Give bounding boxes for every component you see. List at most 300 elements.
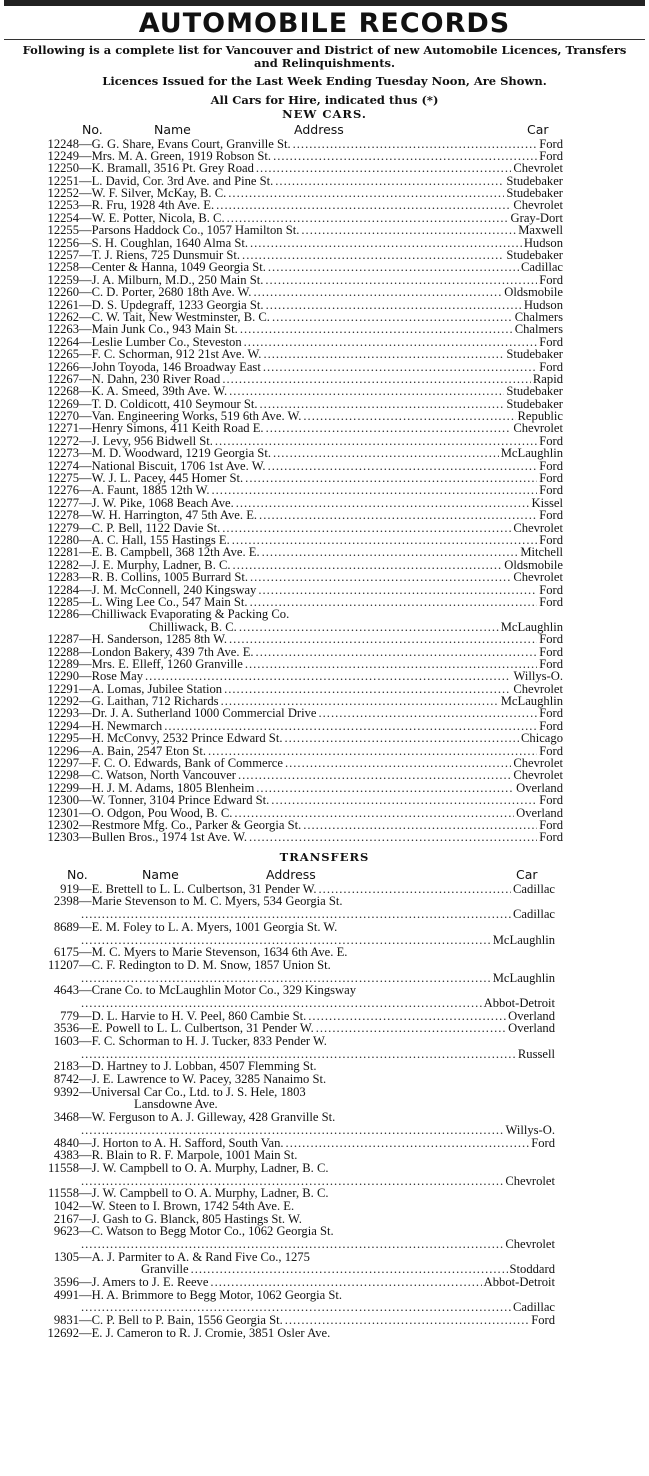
dash-separator: — [79,248,92,263]
dash-separator: — [79,681,92,696]
licence-number: 3596 [53,1275,79,1290]
licence-number: 4840 [53,1135,79,1150]
dash-separator: — [79,743,92,758]
leader-dots [233,559,503,571]
list-item [4,633,645,645]
licence-number: 9623 [53,1224,79,1239]
licence-number: 12302 [47,817,79,832]
licence-number: 12279 [47,520,79,535]
dash-separator: — [79,173,92,188]
car-make: Russell [517,1046,555,1061]
dash-separator: — [79,1325,92,1340]
dash-separator: — [79,210,92,225]
car-make: Studebaker [506,347,563,362]
entry-text: L. David, Cor. 3rd Ave. and Pine St. [91,173,274,188]
dash-separator: — [79,945,92,960]
car-make: Abbot-Detroit [483,1275,555,1290]
dash-separator: — [79,446,92,461]
leader-dots [271,794,537,806]
list-item [4,1035,645,1048]
licence-number: 12287 [47,632,79,647]
list-item [4,608,645,620]
entry-text: A. C. Hall, 155 Hastings E. [91,533,230,547]
entry-text: Mrs. E. Elleff, 1260 Granville [91,656,243,671]
dash-separator: — [79,1313,92,1328]
car-make: Overland [508,1021,555,1036]
leader-dots [268,261,519,273]
licence-number: 12259 [47,272,79,287]
car-make: Willys-O. [513,669,563,684]
dash-separator: — [79,334,92,349]
car-make: Ford [539,533,563,547]
leader-dots [262,546,519,558]
dash-separator: — [79,894,92,909]
entry-text: H. J. M. Adams, 1805 Blenheim [91,780,255,795]
dash-separator: — [79,223,92,238]
car-make: Ford [539,743,563,758]
entry-text: W. E. Potter, Nicola, B. C. [91,210,225,225]
licence-number: 12289 [47,656,79,671]
car-make: Studebaker [506,186,563,201]
entry-text: E. Powell to L. L. Culbertson, 31 Pender W. [91,1021,314,1036]
entry-text: R. Fru, 1928 4th Ave. E. [91,198,215,213]
car-make: Ford [539,656,563,671]
leader-dots [81,1238,503,1251]
car-make: McLaughlin [500,446,563,461]
transfers-list [4,883,645,1340]
entry-text: J. E. Murphy, Ladner, B. C. [91,557,231,572]
entry-text: Chilliwack, B. C. [149,619,237,634]
dash-separator: — [79,471,92,486]
dash-separator: — [79,1059,92,1074]
licence-number: 12260 [47,285,79,300]
car-make: Oldsmobile [504,557,563,572]
licence-number: 1305 [53,1249,79,1264]
licence-number: 12261 [47,297,79,312]
car-make: Overland [508,1008,555,1023]
dash-separator: — [79,957,92,972]
spacer [4,908,79,921]
car-line [4,972,645,985]
col-name: Name [154,121,191,137]
dash-separator: — [79,1034,92,1049]
licence-number: 12257 [47,248,79,263]
car-make: Ford [539,793,563,808]
entry-text: J. W. Pike, 1068 Beach Ave. [91,495,234,510]
dash-separator: — [79,1160,92,1175]
dash-separator: — [79,694,92,709]
spacer [4,997,79,1010]
licence-number: 12254 [47,210,79,225]
entry-text: J. Amers to J. E. Reeve [91,1275,209,1290]
licence-number: 12293 [47,706,79,721]
car-make: Ford [539,483,563,498]
entry-text: H. Sanderson, 1285 8th W. [91,632,227,647]
dash-separator: — [79,148,92,163]
list-item [4,1327,645,1340]
leader-dots [303,410,515,422]
dash-separator: — [79,458,92,473]
car-make: Chevrolet [513,161,563,176]
list-item [4,286,645,298]
list-item [4,959,645,972]
entry-text: Leslie Lumber Co., Steveston [91,334,242,349]
car-make: Rapid [532,371,563,386]
dash-separator: — [79,756,92,771]
licence-number: 11207 [47,957,79,972]
licence-number: 12262 [47,309,79,324]
licence-number: 12285 [47,594,79,609]
dash-separator: — [79,582,92,597]
car-make: Cadillac [513,881,555,896]
dash-separator: — [79,881,92,896]
entry-text: Mrs. M. A. Green, 1919 Robson St. [91,148,272,163]
car-make: McLaughlin [500,694,563,709]
entry-text: J. Gash to G. Blanck, 805 Hastings St. W. [91,1211,302,1226]
entry-text: John Toyoda, 146 Broadway East [91,359,261,374]
car-line [4,1238,645,1251]
leader-dots [316,1022,506,1035]
col-no: No. [82,121,103,137]
licence-number: 12263 [47,322,79,337]
leader-dots [164,720,537,732]
licence-number: 12274 [47,458,79,473]
dash-separator: — [79,805,92,820]
car-make: Hudson [523,235,563,250]
licence-number: 6175 [53,945,79,960]
dash-separator: — [79,198,92,213]
entry-text: J. E. Lawrence to W. Pacey, 3285 Nanaimo St. [91,1072,327,1087]
car-make: Chevrolet [513,198,563,213]
licence-number: 12251 [47,173,79,188]
entry-text: G. G. Share, Evans Court, Granville St. [91,136,291,151]
licence-number: 12258 [47,260,79,275]
dash-separator: — [79,1198,92,1213]
car-make: Chalmers [514,309,563,324]
licence-number: 4383 [53,1148,79,1163]
car-make: Ford [539,817,563,832]
licence-number: 11558 [47,1160,79,1175]
entry-text: R. Blain to R. F. Marpole, 1001 Main St. [91,1148,298,1163]
entry-text: D. L. Harvie to H. V. Peel, 860 Cambie St. [91,1008,307,1023]
dash-separator: — [79,570,92,585]
entry-text: L. Wing Lee Co., 547 Main St. [91,594,248,609]
list-item [4,224,645,236]
car-make: Overland [516,780,563,795]
top-rule [4,0,645,6]
entry-text: K. Bramall, 3516 Pt. Grey Road [91,161,254,176]
leader-dots [285,1314,529,1327]
dash-separator: — [79,409,92,424]
car-make: Gray-Dort [510,210,563,225]
licence-number: 12278 [47,508,79,523]
leader-dots [227,212,509,224]
leader-dots [263,348,504,360]
entry-text: Center & Hanna, 1049 Georgia St. [91,260,266,275]
licence-number: 12692 [47,1325,79,1340]
leader-dots [256,782,514,794]
licence-number: 12268 [47,384,79,399]
car-make: Studebaker [506,248,563,263]
entry-text: J. Horton to A. H. Safford, South Van. [91,1135,284,1150]
list-item [4,323,645,335]
leader-dots [216,199,511,211]
car-make: Overland [516,805,563,820]
licence-number: 4643 [53,983,79,998]
entry-text: Dr. J. A. Sutherland 1000 Commercial Drive [91,706,317,721]
car-make: Chevrolet [513,768,563,783]
leader-dots [232,534,537,546]
dash-separator: — [79,607,92,622]
entry-text: T. D. Coldicott, 410 Seymour St. [91,396,258,411]
licence-number: 12283 [47,570,79,585]
licence-number: 12295 [47,731,79,746]
transfers-title: TRANSFERS [279,849,370,864]
dash-separator: — [79,359,92,374]
entry-text: C. P. Bell, 1122 Davie St. [91,520,221,535]
licence-number: 1603 [53,1034,79,1049]
list-item [4,831,645,843]
dash-separator: — [79,421,92,436]
entry-text: J. W. Campbell to O. A. Murphy, Ladner, B. C. [91,1160,329,1175]
list-item [4,162,645,174]
car-make: Willys-O. [505,1122,555,1137]
leader-dots [319,707,538,719]
car-make: Mitchell [520,545,563,560]
entry-text: Henry Simons, 411 Keith Road E. [91,421,264,436]
entry-text: M. D. Woodward, 1219 Georgia St. [91,446,271,461]
car-make: Chicago [521,731,563,746]
leader-dots [81,934,491,947]
entry-text: H. Newmarch [91,718,163,733]
dash-separator: — [79,793,92,808]
car-make: Ford [531,1135,555,1150]
car-make: Kissel [531,495,563,510]
dash-separator: — [79,347,92,362]
list-item [4,1149,645,1162]
car-make: Ford [539,644,563,659]
licence-number: 11558 [47,1186,79,1201]
licence-number: 12272 [47,433,79,448]
leader-dots [242,249,504,261]
leader-dots [285,757,511,769]
dash-separator: — [79,495,92,510]
list-item [4,946,645,959]
dash-separator: — [79,260,92,275]
leader-dots [273,150,537,162]
car-make: Ford [539,582,563,597]
dash-separator: — [79,136,92,151]
leader-dots [268,460,538,472]
entry-text: E. M. Foley to L. A. Myers, 1001 Georgia St. W. [91,919,338,934]
licence-number: 3536 [53,1021,79,1036]
car-make: Ford [539,471,563,486]
licence-number: 12294 [47,718,79,733]
leader-dots [275,175,504,187]
list-item [4,1200,645,1213]
dash-separator: — [79,1084,92,1099]
spacer [4,1238,79,1251]
licence-number: 12266 [47,359,79,374]
dash-separator: — [79,1110,92,1125]
dash-separator: — [79,731,92,746]
dash-separator: — [79,1072,92,1087]
new-cars-list [4,138,645,844]
car-make: Ford [539,272,563,287]
licence-number: 2183 [53,1059,79,1074]
list-item [4,509,645,521]
licence-number: 4991 [53,1287,79,1302]
dash-separator: — [79,557,92,572]
entry-text: Chilliwack Evaporating & Packing Co. [91,607,290,622]
dash-separator: — [79,508,92,523]
entry-text: Marie Stevenson to M. C. Myers, 534 Georgia St. [91,894,343,909]
entry-text: G. Laithan, 712 Richards [91,694,219,709]
car-line [4,997,645,1010]
leader-dots [81,997,482,1010]
car-make: Ford [539,830,563,845]
entry-text: S. H. Coughlan, 1640 Alma St. [91,235,248,250]
licence-number: 12248 [47,136,79,151]
dash-separator: — [79,483,92,498]
leader-dots [222,373,531,385]
new-cars-column-header [4,121,645,138]
leader-dots [245,658,537,670]
dash-separator: — [79,1249,92,1264]
leader-dots [301,224,516,236]
col-name: Name [142,866,179,882]
entry-text: T. J. Riens, 725 Dunsmuir St. [91,248,241,263]
entry-text: F. C. Schorman to H. J. Tucker, 833 Pender W. [91,1034,327,1049]
entry-text: W. J. L. Pacey, 445 Homer St. [91,471,244,486]
dash-separator: — [79,235,92,250]
entry-text: E. J. Cameron to R. J. Cromie, 3851 Osler Ave. [91,1325,331,1340]
licence-number: 12255 [47,223,79,238]
list-item [4,571,645,583]
car-make: Chevrolet [513,520,563,535]
entry-text: J. M. McConnell, 240 Kingsway [91,582,257,597]
licence-number: 919 [60,881,79,896]
licence-number: 12282 [47,557,79,572]
leader-dots [81,972,491,985]
licence-number: 12298 [47,768,79,783]
leader-dots [222,522,511,534]
spacer [4,1124,79,1137]
car-line [4,1175,645,1188]
dash-separator: — [79,371,92,386]
leader-dots [228,187,504,199]
car-make: Ford [539,433,563,448]
list-item [4,546,645,558]
entry-text: W. H. Harrington, 47 5th Ave. E. [91,508,258,523]
dash-separator: — [79,706,92,721]
dash-separator: — [79,817,92,832]
list-item [4,732,645,744]
licence-number: 2167 [53,1211,79,1226]
list-item [4,447,645,459]
car-make: Ford [539,632,563,647]
car-make: Cadillac [521,260,563,275]
entry-text: J. A. Milburn, M.D., 250 Main St. [91,272,264,287]
leader-dots [236,497,530,509]
leader-dots [250,237,522,249]
leader-dots [256,646,538,658]
leader-dots [81,1301,511,1314]
dash-separator: — [79,983,92,998]
leader-dots [253,286,502,298]
list-item [4,707,645,719]
list-item [4,261,645,273]
licence-number: 12300 [47,793,79,808]
licence-number: 12301 [47,805,79,820]
car-make: Ford [539,508,563,523]
dash-separator: — [79,322,92,337]
leader-dots [284,732,519,744]
leader-dots [293,138,538,150]
licence-number: 12284 [47,582,79,597]
leader-dots [221,695,499,707]
car-make: Chevrolet [505,1237,555,1252]
car-make: Ford [539,334,563,349]
leader-dots [249,831,537,843]
dash-separator: — [79,768,92,783]
licence-number: 12250 [47,161,79,176]
entry-text: Rose May [91,669,144,684]
entry-text: Van. Engineering Works, 519 6th Ave. W. [91,409,302,424]
leader-dots [208,745,537,757]
licence-number: 12253 [47,198,79,213]
entry-text: Crane Co. to McLaughlin Motor Co., 329 Kingsway [91,983,357,998]
list-item [4,348,645,360]
list-item [4,1276,645,1289]
car-make: Chevrolet [513,421,563,436]
car-line [4,908,645,921]
col-car: Car [527,121,549,137]
leader-dots [212,484,538,496]
dash-separator: — [79,161,92,176]
licence-number: 12265 [47,347,79,362]
car-make: Studebaker [506,396,563,411]
dash-separator: — [79,718,92,733]
car-line [4,1124,645,1137]
dash-separator: — [79,384,92,399]
leader-dots [263,361,537,373]
car-make: Ford [539,706,563,721]
leader-dots [266,422,512,434]
entry-text: C. Watson to Begg Motor Co., 1062 Georgia St. [91,1224,334,1239]
entry-text: C. P. Bell to P. Bain, 1556 Georgia St. [91,1313,283,1328]
page-title: AUTOMOBILE RECORDS [4,9,645,40]
leader-dots [229,385,504,397]
car-make: Republic [517,409,563,424]
leader-dots [234,807,514,819]
car-make: Oldsmobile [504,285,563,300]
entry-text: C. W. Tait, New Westminster, B. C. [91,309,270,324]
entry-text: E. B. Campbell, 368 12th Ave. E. [91,545,260,560]
licence-number: 12276 [47,483,79,498]
entry-text: W. F. Silver, McKay, B. C. [91,186,227,201]
entry-text: C. D. Porter, 2680 18th Ave. W. [91,285,252,300]
car-make: Hudson [523,297,563,312]
licence-number: 1042 [53,1198,79,1213]
car-make: McLaughlin [492,932,555,947]
entry-text: London Bakery, 439 7th Ave. E. [91,644,254,659]
dash-separator: — [79,533,92,547]
car-make: Cadillac [513,907,555,922]
entry-text: J. W. Campbell to O. A. Murphy, Ladner, B. C. [91,1186,329,1201]
dash-separator: — [79,545,92,560]
car-make: Chevrolet [505,1173,555,1188]
